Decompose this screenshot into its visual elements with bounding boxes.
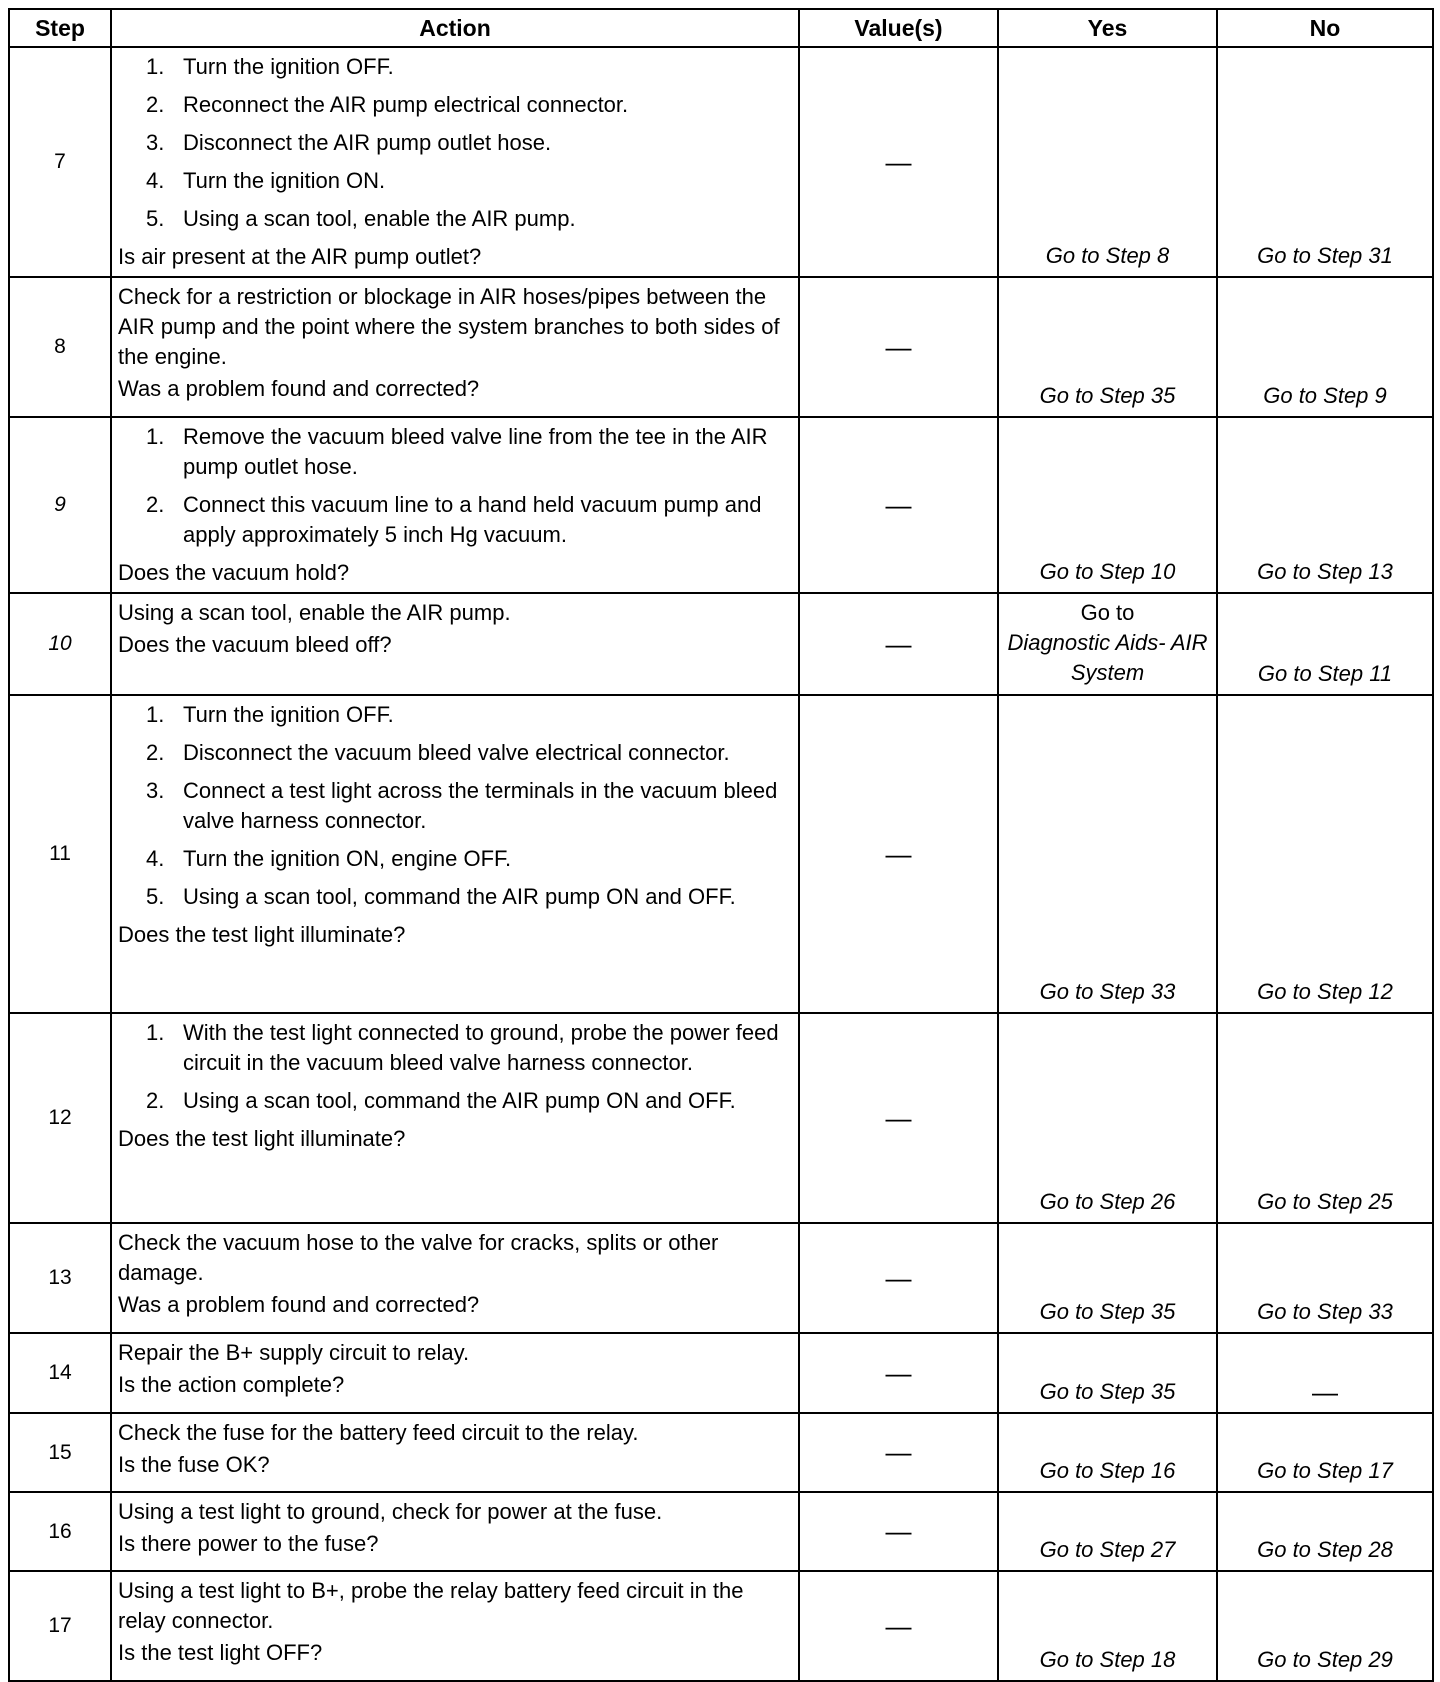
action-cell bbox=[111, 1571, 799, 1681]
value-cell: — bbox=[799, 593, 998, 695]
step-number: 11 bbox=[9, 695, 111, 1013]
table-row bbox=[9, 593, 1433, 695]
table-row bbox=[9, 1013, 1433, 1223]
table-row bbox=[9, 47, 1433, 277]
action-steps bbox=[118, 700, 792, 912]
action-step: 4. Turn the ignition ON. bbox=[146, 168, 386, 193]
yes-result: Go to Step 8 bbox=[998, 47, 1217, 277]
table-row bbox=[9, 695, 1433, 1013]
action-text: Repair the B+ supply circuit to relay. bbox=[118, 1340, 470, 1365]
yes-result: Go to Step 35 bbox=[998, 1223, 1217, 1333]
table-row bbox=[9, 417, 1433, 593]
no-result: Go to Step 28 bbox=[1217, 1492, 1433, 1571]
action-cell bbox=[111, 1333, 799, 1413]
action-question: Was a problem found and corrected? bbox=[118, 376, 480, 401]
action-step: 3. Disconnect the AIR pump outlet hose. bbox=[146, 130, 552, 155]
no-result: Go to Step 12 bbox=[1217, 695, 1433, 1013]
action-step: 2. Using a scan tool, command the AIR pump ON and OFF. bbox=[146, 1088, 736, 1113]
header-action: Action bbox=[111, 9, 799, 47]
action-cell bbox=[111, 1413, 799, 1492]
action-step: 5. Using a scan tool, command the AIR pump ON and OFF. bbox=[146, 884, 736, 909]
value-cell: — bbox=[799, 1223, 998, 1333]
step-number: 8 bbox=[9, 277, 111, 417]
action-step: 3. Connect a test light across the terminals in the vacuum bleed valve harness connector. bbox=[146, 778, 778, 833]
yes-result: Go to Step 35 bbox=[998, 1333, 1217, 1413]
action-text: Using a scan tool, enable the AIR pump. bbox=[118, 600, 511, 625]
no-result: Go to Step 33 bbox=[1217, 1223, 1433, 1333]
yes-result bbox=[998, 593, 1217, 695]
value-cell: — bbox=[799, 417, 998, 593]
action-text: Using a test light to ground, check for power at the fuse. bbox=[118, 1499, 663, 1524]
action-question: Does the test light illuminate? bbox=[118, 922, 406, 947]
yes-result: Go to Step 18 bbox=[998, 1571, 1217, 1681]
action-question: Does the test light illuminate? bbox=[118, 1126, 406, 1151]
diagnostic-table bbox=[8, 8, 1434, 1682]
step-number: 10 bbox=[9, 593, 111, 695]
yes-result: Go to Step 26 bbox=[998, 1013, 1217, 1223]
action-steps bbox=[118, 1018, 792, 1116]
header-row bbox=[9, 9, 1433, 47]
action-step: 1. Remove the vacuum bleed valve line from the tee in the AIR pump outlet hose. bbox=[146, 424, 768, 479]
no-result: Go to Step 13 bbox=[1217, 417, 1433, 593]
yes-result: Go to Step 27 bbox=[998, 1492, 1217, 1571]
action-text: Check the vacuum hose to the valve for cracks, splits or other damage. bbox=[118, 1230, 719, 1285]
action-cell bbox=[111, 1013, 799, 1223]
table-row bbox=[9, 1571, 1433, 1681]
no-result: Go to Step 31 bbox=[1217, 47, 1433, 277]
step-number: 14 bbox=[9, 1333, 111, 1413]
action-step: 2. Connect this vacuum line to a hand held vacuum pump and apply approximately 5 inch Hg vacuum. bbox=[146, 492, 762, 547]
yes-result-link: Diagnostic Aids- AIR System bbox=[1007, 630, 1208, 685]
yes-result-prefix: Go to bbox=[1080, 600, 1135, 625]
action-cell bbox=[111, 593, 799, 695]
action-question: Is the fuse OK? bbox=[118, 1452, 270, 1477]
action-cell bbox=[111, 1223, 799, 1333]
action-cell bbox=[111, 47, 799, 277]
step-number: 17 bbox=[9, 1571, 111, 1681]
action-cell bbox=[111, 1492, 799, 1571]
no-result: Go to Step 17 bbox=[1217, 1413, 1433, 1492]
yes-result: Go to Step 10 bbox=[998, 417, 1217, 593]
yes-result: Go to Step 33 bbox=[998, 695, 1217, 1013]
action-steps bbox=[118, 422, 792, 550]
table-row bbox=[9, 1333, 1433, 1413]
action-step: 1. Turn the ignition OFF. bbox=[146, 702, 394, 727]
action-step: 5. Using a scan tool, enable the AIR pump. bbox=[146, 206, 576, 231]
value-cell: — bbox=[799, 695, 998, 1013]
no-result: Go to Step 9 bbox=[1217, 277, 1433, 417]
action-step: 2. Reconnect the AIR pump electrical connector. bbox=[146, 92, 629, 117]
action-step: 4. Turn the ignition ON, engine OFF. bbox=[146, 846, 512, 871]
header-step: Step bbox=[9, 9, 111, 47]
table-row bbox=[9, 1413, 1433, 1492]
action-text: Check for a restriction or blockage in AIR hoses/pipes between the AIR pump and the point where the system branches to both sides of the engine. bbox=[118, 284, 780, 369]
step-number: 15 bbox=[9, 1413, 111, 1492]
action-step: 2. Disconnect the vacuum bleed valve electrical connector. bbox=[146, 740, 730, 765]
header-yes: Yes bbox=[998, 9, 1217, 47]
action-cell bbox=[111, 277, 799, 417]
header-no: No bbox=[1217, 9, 1433, 47]
action-question: Is there power to the fuse? bbox=[118, 1531, 379, 1556]
no-result: Go to Step 25 bbox=[1217, 1013, 1433, 1223]
value-cell: — bbox=[799, 47, 998, 277]
action-step: 1. With the test light connected to ground, probe the power feed circuit in the vacuum bleed valve harness connector. bbox=[146, 1020, 779, 1075]
table-row bbox=[9, 1492, 1433, 1571]
no-result: Go to Step 11 bbox=[1217, 593, 1433, 695]
action-question: Does the vacuum bleed off? bbox=[118, 632, 392, 657]
step-number: 7 bbox=[9, 47, 111, 277]
action-question: Does the vacuum hold? bbox=[118, 560, 350, 585]
step-number: 9 bbox=[9, 417, 111, 593]
value-cell: — bbox=[799, 1492, 998, 1571]
yes-result: Go to Step 16 bbox=[998, 1413, 1217, 1492]
value-cell: — bbox=[799, 1413, 998, 1492]
action-question: Is air present at the AIR pump outlet? bbox=[118, 244, 482, 269]
table-row bbox=[9, 277, 1433, 417]
action-question: Is the action complete? bbox=[118, 1372, 345, 1397]
value-cell: — bbox=[799, 277, 998, 417]
action-cell bbox=[111, 695, 799, 1013]
table-row bbox=[9, 1223, 1433, 1333]
action-steps bbox=[118, 52, 792, 234]
yes-result: Go to Step 35 bbox=[998, 277, 1217, 417]
value-cell: — bbox=[799, 1333, 998, 1413]
action-step: 1. Turn the ignition OFF. bbox=[146, 54, 394, 79]
action-cell bbox=[111, 417, 799, 593]
step-number: 13 bbox=[9, 1223, 111, 1333]
action-question: Is the test light OFF? bbox=[118, 1640, 323, 1665]
no-result: Go to Step 29 bbox=[1217, 1571, 1433, 1681]
action-text: Check the fuse for the battery feed circuit to the relay. bbox=[118, 1420, 639, 1445]
action-text: Using a test light to B+, probe the relay battery feed circuit in the relay connector. bbox=[118, 1578, 744, 1633]
header-values: Value(s) bbox=[799, 9, 998, 47]
value-cell: — bbox=[799, 1571, 998, 1681]
value-cell: — bbox=[799, 1013, 998, 1223]
step-number: 12 bbox=[9, 1013, 111, 1223]
action-question: Was a problem found and corrected? bbox=[118, 1292, 480, 1317]
step-number: 16 bbox=[9, 1492, 111, 1571]
no-result: — bbox=[1217, 1333, 1433, 1413]
